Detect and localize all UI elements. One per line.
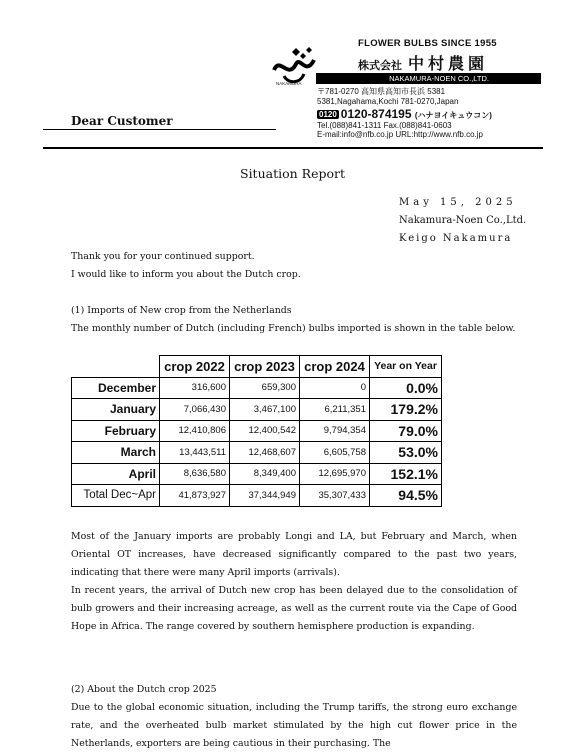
cell-value: 35,307,433 [300, 485, 370, 507]
cell-yoy: 0.0% [370, 377, 442, 399]
logo-caption: NAKAMURA [276, 81, 302, 86]
company-tagline: FLOWER BULBS SINCE 1955 [358, 38, 497, 49]
section-1-text: The monthly number of Dutch (including French) bulbs imported is shown in the table below. [71, 323, 516, 334]
row-label: January [72, 399, 160, 421]
email-url[interactable]: E-mail:info@nfb.co.jp URL:http://www.nfb.co.jp [317, 130, 483, 139]
company-main-name-jp: 中村農園 [408, 54, 489, 73]
cell-value: 37,344,949 [230, 485, 300, 507]
toll-free-phone [317, 107, 492, 121]
cell-value: 12,410,806 [160, 420, 230, 442]
cell-value: 13,443,511 [160, 442, 230, 464]
section-1-heading: (1) Imports of New crop from the Netherlands [71, 305, 292, 316]
cell-value: 3,467,100 [230, 399, 300, 421]
cell-value: 7,066,430 [160, 399, 230, 421]
cell-value: 9,794,354 [300, 420, 370, 442]
column-header: crop 2024 [300, 356, 370, 378]
table-header-row [72, 356, 442, 378]
cell-value: 6,605,758 [300, 442, 370, 464]
cell-yoy: 79.0% [370, 420, 442, 442]
intro-line-2: I would like to inform you about the Dutch crop. [71, 269, 301, 280]
column-header: crop 2023 [230, 356, 300, 378]
table-row-total [72, 485, 442, 507]
intro-line-1: Thank you for your continued support. [71, 251, 255, 262]
company-logo-icon [270, 46, 318, 86]
tel-fax: Tel.(088)841-1311 Fax.(088)841-0603 [317, 121, 452, 130]
sender-name: Keigo Nakamura [399, 233, 513, 244]
company-name-jp [358, 51, 488, 74]
table-row [72, 442, 442, 464]
phone-icon: 0120 [319, 110, 337, 119]
row-label: April [72, 463, 160, 485]
cell-yoy: 94.5% [370, 485, 442, 507]
postal-address-en: 5381,Nagahama,Kochi 781-0270,Japan [317, 97, 459, 106]
column-header: Year on Year [370, 356, 442, 378]
phone-kana: (ハナヨイキュウコン) [414, 111, 492, 120]
column-header: crop 2022 [160, 356, 230, 378]
cell-value: 8,636,580 [160, 463, 230, 485]
table-row [72, 399, 442, 421]
recent-years-paragraph: In recent years, the arrival of Dutch new crop has been delayed due to the consolidation of bulb growers and their increasing acreage, as well as the current route via the Cape of Good Hope in Africa. The range covered by southern hemisphere production is expanding. [71, 585, 517, 632]
cell-value: 8,349,400 [230, 463, 300, 485]
postal-address-jp: 〒781-0270 高知県高知市長浜 5381 [317, 87, 446, 96]
row-label: March [72, 442, 160, 464]
table-row [72, 463, 442, 485]
cell-yoy: 179.2% [370, 399, 442, 421]
imports-paragraph: Most of the January imports are probably Longi and LA, but February and March, when Oriental OT increases, have decreased significantly compared to the past two years, indicating that there were many April imports (arrivals). [71, 531, 517, 578]
section-2-heading: (2) About the Dutch crop 2025 [71, 684, 217, 695]
cell-value: 12,695,970 [300, 463, 370, 485]
salutation-underline [43, 129, 276, 130]
cell-value: 12,400,542 [230, 420, 300, 442]
header-divider [43, 147, 543, 149]
row-label: December [72, 377, 160, 399]
cell-yoy: 152.1% [370, 463, 442, 485]
company-prefix-jp: 株式会社 [358, 59, 402, 72]
cell-yoy: 53.0% [370, 442, 442, 464]
cell-value: 0 [300, 377, 370, 399]
section-2-text: Due to the global economic situation, including the Trump tariffs, the strong euro exchange rate, and the overheated bulb market stimulated by the high cut flower price in the Netherlands, exporters are being cautious in their purchasing. The [71, 702, 517, 749]
table-row [72, 420, 442, 442]
sender-company: Nakamura-Noen Co.,Ltd. [399, 215, 527, 226]
document-title: Situation Report [240, 166, 345, 181]
cell-value: 659,300 [230, 377, 300, 399]
salutation: Dear Customer [71, 114, 173, 128]
document-date: May 15, 2025 [399, 197, 517, 208]
cell-value: 41,873,927 [160, 485, 230, 507]
cell-value: 12,468,607 [230, 442, 300, 464]
table-row [72, 377, 442, 399]
row-label: Total Dec~Apr [72, 485, 160, 507]
cell-value: 6,211,351 [300, 399, 370, 421]
phone-number: 0120-874195 [340, 107, 412, 121]
table-corner [72, 356, 160, 378]
cell-value: 316,600 [160, 377, 230, 399]
row-label: February [72, 420, 160, 442]
company-name-en: NAKAMURA-NOEN CO.,LTD. [316, 73, 541, 84]
imports-table [71, 355, 442, 507]
